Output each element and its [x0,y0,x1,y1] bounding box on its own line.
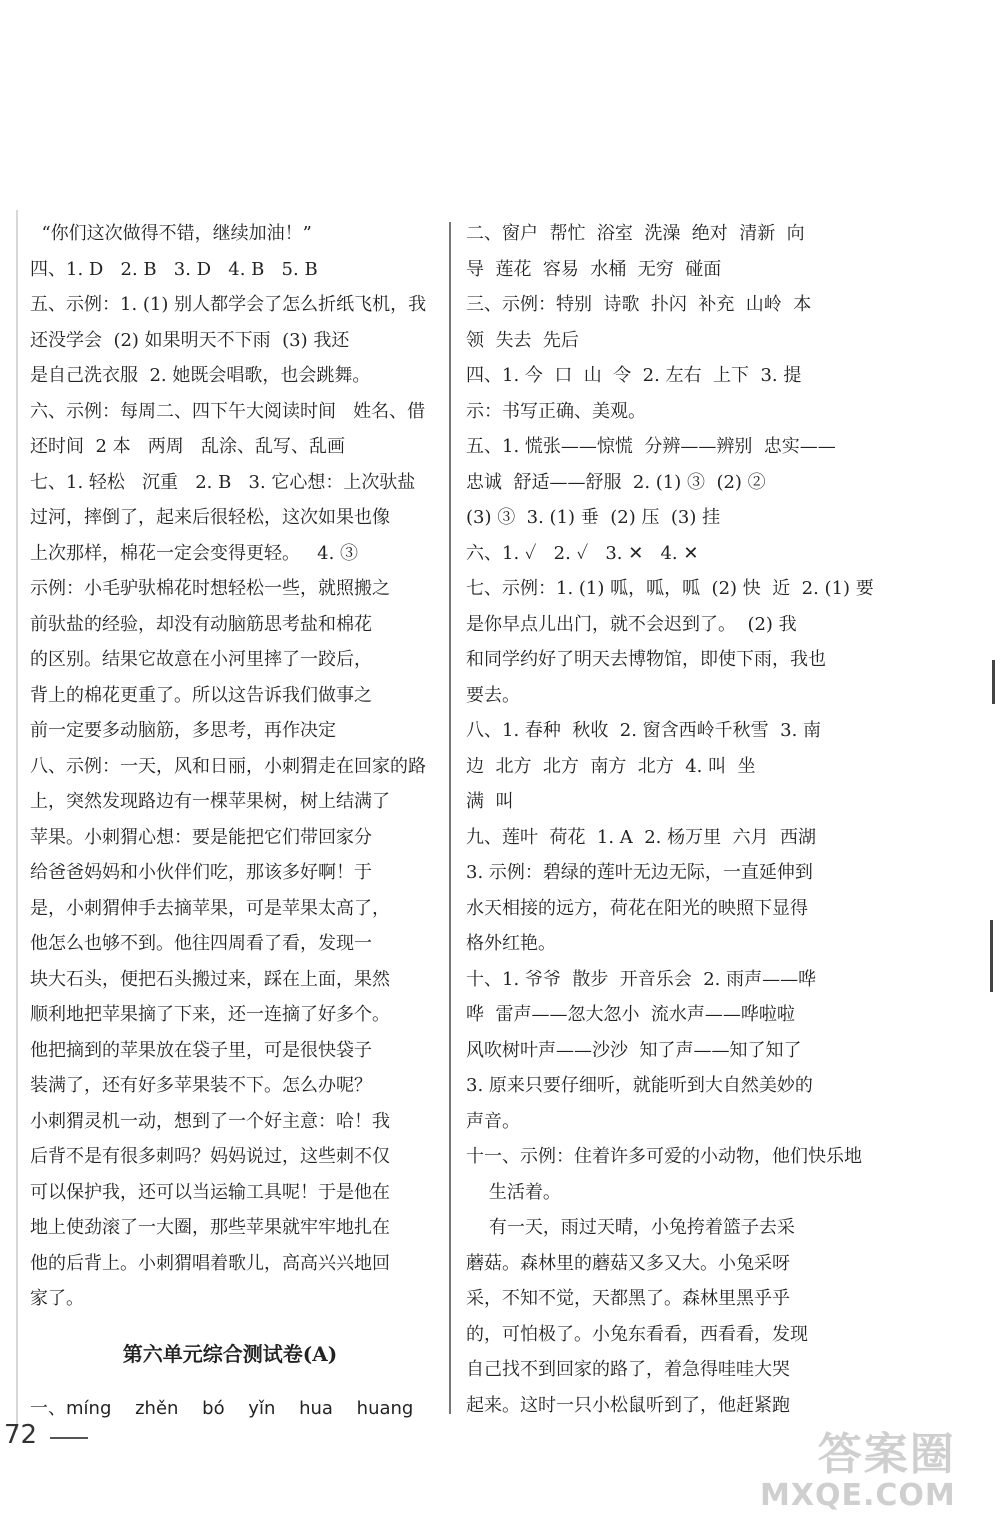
answer-line: 七、示例：1. (1) 呱，呱，呱 (2) 快 近 2. (1) 要 [466,578,874,599]
scan-mark [992,660,995,704]
page-number: 72 [4,1420,38,1450]
right-column [466,216,874,1423]
answer-line: 忠诚 舒适——舒服 2. (1) ③ (2) ② [466,471,766,493]
answer-line: 还没学会 (2) 如果明天不下雨 (3) 我还 [30,329,350,351]
right-answer-lines [466,216,874,1423]
answer-line: 上次那样，棉花一定会变得更轻。 4. ③ [30,542,359,564]
left-column [30,216,430,1426]
answer-line: 风吹树叶声——沙沙 知了声——知了知了 [466,1039,802,1061]
answer-line: 二、窗户 帮忙 浴室 洗澡 绝对 清新 向 [466,223,805,244]
answer-line: (3) ③ 3. (1) 垂 (2) 压 (3) 挂 [466,507,721,528]
pinyin-answer-line: 一、míng zhěn bó yǐn hua huang [30,1397,414,1419]
answer-line: 满 叫 [466,791,514,812]
answer-line: 要去。 [466,684,520,706]
answer-line: 示：书写正确、美观。 [466,400,646,422]
answer-line: 十、1. 爷爷 散步 开音乐会 2. 雨声——哗 [466,968,817,990]
answer-line: 五、示例：1. (1) 别人都学会了怎么折纸飞机，我 [30,294,427,315]
answer-line: 可以保护我，还可以当运输工具呢！于是他在 [30,1181,390,1203]
answer-line: 地上使劲滚了一大圈，那些苹果就牢牢地扎在 [30,1217,390,1238]
answer-line: 装满了，还有好多苹果装不下。怎么办呢？ [30,1075,372,1096]
answer-line: 蘑菇。森林里的蘑菇又多又大。小兔采呀 [466,1252,790,1274]
answer-line: 家了。 [30,1288,84,1309]
answer-line: 上，突然发现路边有一棵苹果树，树上结满了 [30,791,390,812]
answer-line: 六、示例：每周二、四下午大阅读时间 姓名、借 [30,400,426,422]
answer-line: “你们这次做得不错，继续加油！” [30,223,312,244]
answer-line: 是自己洗衣服 2. 她既会唱歌，也会跳舞。 [30,365,371,386]
answer-line: 他的后背上。小刺猬唱着歌儿，高高兴兴地回 [30,1252,390,1274]
answer-line: 采，不知不觉，天都黑了。森林里黑乎乎 [466,1288,790,1309]
answer-line: 十一、示例：住着许多可爱的小动物，他们快乐地 [466,1146,862,1167]
answer-line: 的区别。结果它故意在小河里摔了一跤后， [30,649,372,670]
answer-line: 过河，摔倒了，起来后很轻松，这次如果也像 [30,507,390,528]
answer-line: 还时间 2 本 两周 乱涂、乱写、乱画 [30,436,345,457]
answer-line: 四、1. D 2. B 3. D 4. B 5. B [30,258,318,280]
answer-line: 有一天，雨过天晴，小兔挎着篮子去采 [466,1217,795,1238]
answer-line: 声音。 [466,1110,520,1132]
answer-line: 背上的棉花更重了。所以这告诉我们做事之 [30,684,372,706]
answer-line: 三、示例：特别 诗歌 扑闪 补充 山岭 本 [466,294,812,315]
answer-line: 是，小刺猬伸手去摘苹果，可是苹果太高了， [30,897,390,919]
answer-line: 水天相接的远方，荷花在阳光的映照下显得 [466,897,808,919]
answer-line: 苹果。小刺猬心想：要是能把它们带回家分 [30,826,372,848]
answer-line: 导 莲花 容易 水桶 无穷 碰面 [466,258,722,280]
answer-line: 哗 雷声——忽大忽小 流水声——哗啦啦 [466,1004,795,1025]
answer-line: 五、1. 慌张——惊慌 分辨——辨别 忠实—— [466,436,836,457]
answer-line: 八、1. 春种 秋收 2. 窗含西岭千秋雪 3. 南 [466,720,822,741]
column-divider [449,222,451,1414]
scan-mark [990,920,993,992]
answer-line: 八、示例：一天，风和日丽，小刺猬走在回家的路 [30,755,426,777]
watermark-logo: 答案圈 [817,1429,956,1480]
answer-line: 给爸爸妈妈和小伙伴们吃，那该多好啊！于 [30,862,372,883]
answer-line: 起来。这时一只小松鼠听到了，他赶紧跑 [466,1394,790,1416]
answer-line: 他怎么也够不到。他往四周看了看，发现一 [30,933,372,954]
answer-line: 自己找不到回家的路了，着急得哇哇大哭 [466,1359,790,1380]
answer-line: 小刺猬灵机一动，想到了一个好主意：哈！我 [30,1110,390,1132]
answer-line: 示例：小毛驴驮棉花时想轻松一些，就照搬之 [30,578,390,599]
answer-line: 他把摘到的苹果放在袋子里，可是很快袋子 [30,1039,372,1061]
answer-line: 前驮盐的经验，却没有动脑筋思考盐和棉花 [30,613,372,635]
answer-line: 块大石头，便把石头搬过来，踩在上面，果然 [30,968,390,990]
answer-line: 生活着。 [466,1181,561,1203]
answer-line: 边 北方 北方 南方 北方 4. 叫 坐 [466,755,756,777]
answer-line: 九、莲叶 荷花 1. A 2. 杨万里 六月 西湖 [466,826,817,848]
section-title: 第六单元综合测试卷(A) [122,1341,338,1366]
answer-line: 前一定要多动脑筋，多思考，再作决定 [30,720,336,741]
watermark [760,1418,956,1513]
answer-line: 领 失去 先后 [466,329,579,351]
answer-line: 四、1. 今 口 山 令 2. 左右 上下 3. 提 [466,365,802,386]
answer-line: 的，可怕极了。小兔东看看，西看看，发现 [466,1323,808,1345]
scan-edge-shadow [16,210,18,1430]
page-number-dash [50,1437,88,1439]
answer-line: 后背不是有很多刺吗？妈妈说过，这些刺不仅 [30,1146,390,1167]
watermark-url: MXQE.COM [760,1478,956,1513]
answer-line: 七、1. 轻松 沉重 2. B 3. 它心想：上次驮盐 [30,471,416,493]
answer-line: 和同学约好了明天去博物馆，即使下雨，我也 [466,649,826,670]
answer-line: 是你早点儿出门，就不会迟到了。 (2) 我 [466,613,797,635]
answer-line: 六、1. ✓ 2. ✓ 3. ✕ 4. ✕ [466,542,699,564]
answer-line: 顺利地把苹果摘了下来，还一连摘了好多个。 [30,1004,390,1025]
left-answer-lines [30,216,430,1317]
answer-line: 格外红艳。 [466,933,556,954]
answer-line: 3. 原来只要仔细听，就能听到大自然美妙的 [466,1075,813,1096]
answer-line: 3. 示例：碧绿的莲叶无边无际，一直延伸到 [466,862,813,883]
